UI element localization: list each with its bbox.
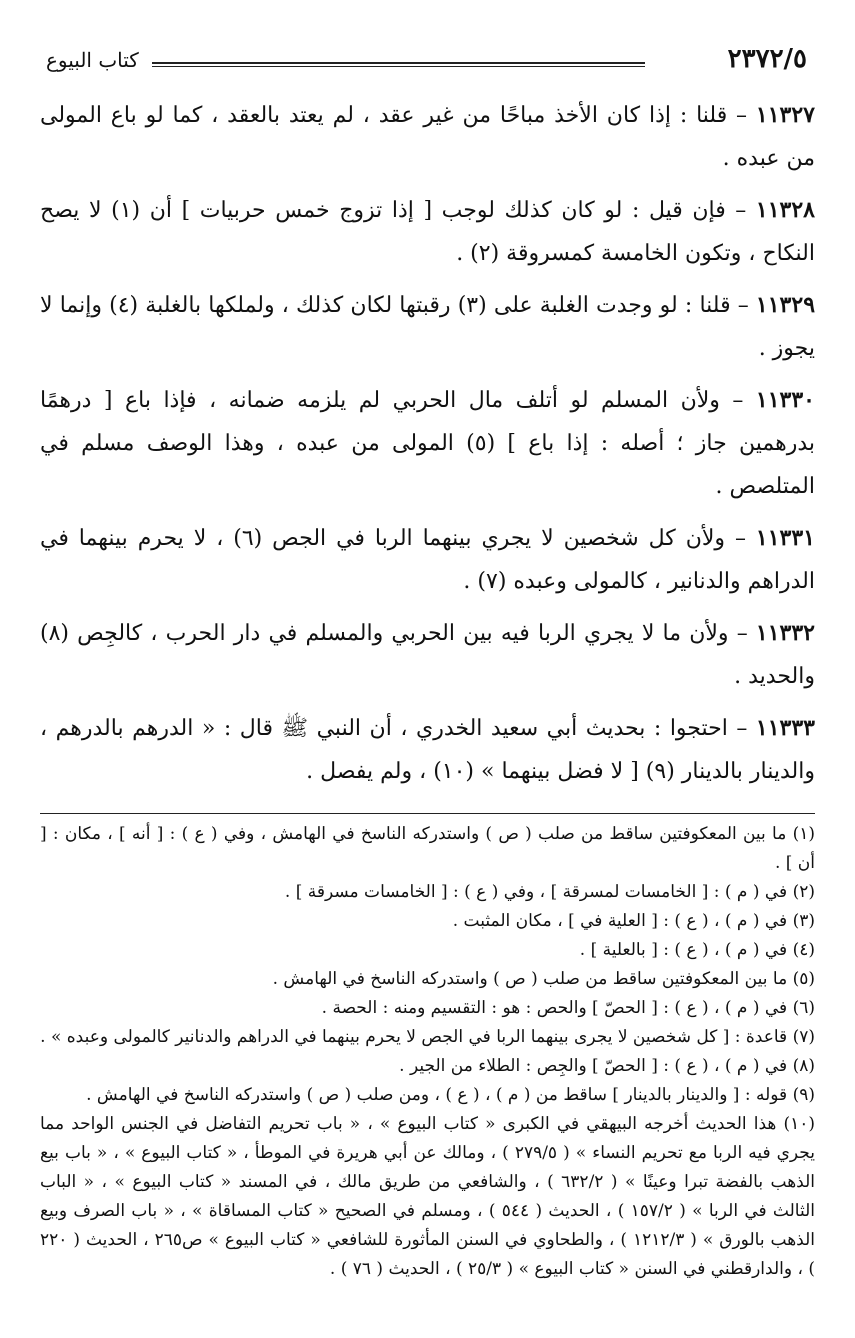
paragraph-11327 [40,94,815,180]
footnote-4: (٤) في ( م ) ، ( ع ) : [ بالعلية ] . [579,940,815,960]
paragraph-number: ١١٣٢٨ [755,197,815,223]
paragraph-number: ١١٣٢٧ [755,102,815,128]
footnote-6: (٦) في ( م ) ، ( ع ) : [ الحصّ ] والحص : هو : التقسيم ومنه : الحصة . [321,998,815,1018]
main-text [40,94,815,793]
paragraph-number: ١١٣٢٩ [755,292,816,318]
paragraph-text: – قلنا : إذا كان الأخذ مباحًا من غير عقد ، لم يعتد بالعقد ، كما لو باع المولى من عبده . [40,103,815,171]
paragraph-text: – ولأن كل شخصين لا يجري بينهما الربا في الجص (٦) ، لا يحرم بينهما في الدراهم والدنانير ، كالمولى وعبده (٧) . [40,526,815,594]
footnote-3: (٣) في ( م ) ، ( ع ) : [ العلية في ] ، مكان المثبت . [452,911,815,931]
footnotes-divider [40,813,815,814]
paragraph-11333 [40,707,815,793]
footnote-8: (٨) في ( م ) ، ( ع ) : [ الحصّ ] والجِص : الطلاء من الجير . [399,1056,815,1076]
footnote-7: (٧) قاعدة : [ كل شخصين لا يجرى بينهما الربا في الجص لا يحرم بينهما في الدراهم والدنانير كالمولى وعبده » . [40,1027,815,1047]
paragraph-11328 [40,189,815,275]
footnotes [40,820,815,1284]
footnote-2: (٢) في ( م ) : [ الخامسات لمسرقة ] ، وفي ( ع ) : [ الخامسات مسرقة ] . [284,882,815,902]
paragraph-11330 [40,379,815,508]
paragraph-11329 [40,284,815,370]
paragraph-text: – احتجوا : بحديث أبي سعيد الخدري ، أن النبي ﷺ قال : « الدرهم بالدرهم ، والدينار بالدينار (٩) [ لا فضل بينهما » (١٠) ، ولم يفصل . [40,716,815,784]
page-header [40,38,815,78]
paragraph-number: ١١٣٣٠ [755,387,815,413]
paragraph-11332 [40,612,815,698]
paragraph-number: ١١٣٣١ [755,525,815,551]
paragraph-text: – ولأن ما لا يجري الربا فيه بين الحربي والمسلم في دار الحرب ، كالجِص (٨) والحديد . [40,621,815,689]
section-title: كتاب البيوع [46,48,139,72]
paragraph-number: ١١٣٣٢ [755,620,815,646]
paragraph-11331 [40,517,815,603]
footnote-5: (٥) ما بين المعكوفتين ساقط من صلب ( ص ) واستدركه الناسخ في الهامش . [272,969,815,989]
paragraph-text: – فإن قيل : لو كان كذلك لوجب [ إذا تزوج خمس حربيات ] أن (١) لا يصح النكاح ، وتكون الخامسة كمسروقة (٢) . [40,198,815,266]
paragraph-number: ١١٣٣٣ [755,715,815,741]
footnote-10: (١٠) هذا الحديث أخرجه البيهقي في الكبرى « كتاب البيوع » ، « باب تحريم التفاضل في الجنس الواحد مما يجري فيه الربا مع تحريم النساء » ( ٢٧٩/٥ ) ، ومالك عن أبي هريرة في الموطأ ، « كتاب البيوع » ، « باب بيع الذهب بالفضة تبرا وعينًا » ( ٦٣٢/٢ ) ، والشافعي من طريق مالك ، في المسند « كتاب البيوع » ، « الباب الثالث في الربا » ( ١٥٧/٢ ) ، الحديث ( ٥٤٤ ) ، ومسلم في الصحيح « كتاب المساقاة » ، « باب الصرف وبيع الذهب بالورق » ( ١٢١٢/٣ ) ، والطحاوي في السنن المأثورة للشافعي « كتاب البيوع » ص٢٦٥ ، الحديث ( ٢٢٠ ) ، والدارقطني في السنن « كتاب البيوع » ( ٢٥/٣ ) ، الحديث ( ٧٦ ) . [40,1114,816,1279]
paragraph-text: – قلنا : لو وجدت الغلبة على (٣) رقبتها لكان كذلك ، ولملكها بالغلبة (٤) وإنما لا يجوز . [40,293,815,361]
footnote-1: (١) ما بين المعكوفتين ساقط من صلب ( ص ) واستدركه الناسخ في الهامش ، وفي ( ع ) : [ أنه ] ، مكان : [ أن ] . [40,824,815,873]
page-number: ٢٣٧٢/٥ [727,44,807,74]
header-rule [152,62,645,67]
paragraph-text: – ولأن المسلم لو أتلف مال الحربي لم يلزمه ضمانه ، فإذا باع [ درهمًا بدرهمين جاز ؛ أصله : إذا باع ] (٥) المولى من عبده ، وهذا الوصف مسلم في المتلصص . [40,388,815,499]
footnote-9: (٩) قوله : [ والدينار بالدينار ] ساقط من ( م ) ، ( ع ) ، ومن صلب ( ص ) واستدركه الناسخ في الهامش . [86,1085,815,1105]
